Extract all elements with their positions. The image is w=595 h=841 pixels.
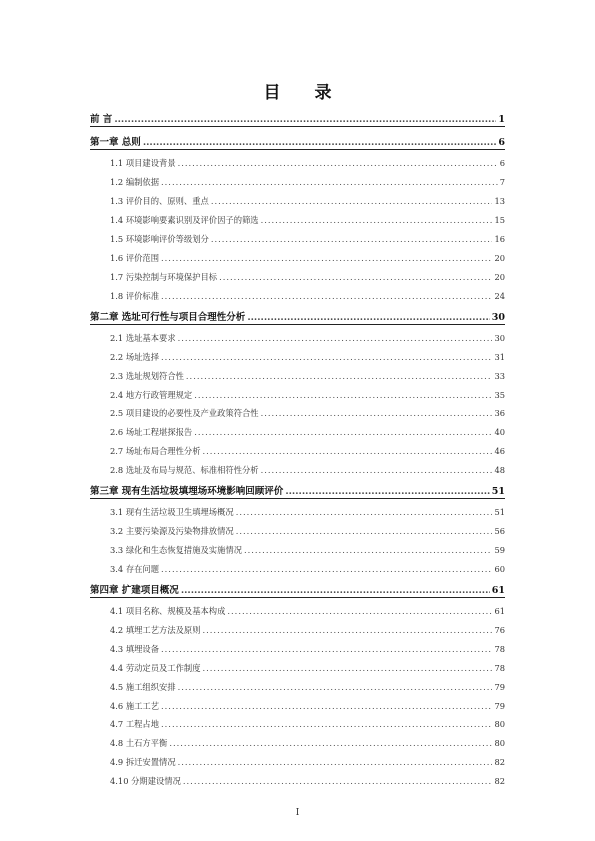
dot-leader bbox=[161, 700, 492, 713]
toc-entry-page: 79 bbox=[494, 681, 505, 692]
dot-leader bbox=[203, 662, 493, 675]
toc-entry-page: 31 bbox=[494, 351, 505, 362]
toc-entry-text: 3.3 绿化和生态恢复措施及实施情况 bbox=[110, 545, 242, 555]
toc-entry-text: 1.3 评价目的、原则、重点 bbox=[110, 196, 209, 207]
toc-entry-text: 第四章 扩建项目概况 bbox=[90, 584, 179, 596]
toc-entry-text: 1.5 环境影响评价等级划分 bbox=[110, 234, 209, 244]
toc-section-entry[interactable] bbox=[90, 753, 505, 769]
toc-entry-text: 2.1 选址基本要求 bbox=[110, 332, 176, 343]
page-number: I bbox=[295, 808, 300, 818]
toc-section-entry[interactable] bbox=[90, 602, 505, 618]
dot-leader bbox=[161, 718, 492, 731]
toc-entry-page: 6 bbox=[499, 158, 505, 169]
toc-entry-page: 33 bbox=[494, 370, 505, 381]
toc-entry-page: 56 bbox=[494, 526, 505, 537]
toc-entry-page: 79 bbox=[494, 700, 505, 711]
dot-leader bbox=[161, 643, 492, 656]
toc-entry-page: 20 bbox=[494, 271, 505, 282]
toc-section-entry[interactable] bbox=[90, 268, 505, 284]
dot-leader bbox=[181, 584, 490, 597]
toc-entry-page: 61 bbox=[494, 606, 505, 616]
toc-section-entry[interactable] bbox=[90, 503, 505, 519]
toc-entry-text: 前 言 bbox=[90, 114, 113, 125]
dot-leader bbox=[261, 464, 493, 477]
toc-entry-page: 76 bbox=[494, 624, 505, 635]
toc-section-entry[interactable] bbox=[90, 192, 505, 208]
toc-entry-text: 4.7 工程占地 bbox=[110, 719, 160, 730]
toc-section-entry[interactable] bbox=[90, 715, 505, 731]
toc-entry-page: 61 bbox=[491, 584, 505, 596]
toc-entry-page: 13 bbox=[494, 196, 505, 207]
toc-chapter-entry[interactable] bbox=[90, 310, 505, 325]
dot-leader bbox=[247, 311, 489, 324]
dot-leader bbox=[178, 756, 493, 769]
toc-section-entry[interactable] bbox=[90, 329, 505, 345]
dot-leader bbox=[186, 370, 493, 383]
toc-entry-page: 80 bbox=[494, 719, 505, 730]
toc-section-entry[interactable] bbox=[90, 442, 505, 458]
toc-entry-text: 2.3 选址规划符合性 bbox=[110, 370, 184, 381]
toc-entry-page: 82 bbox=[494, 757, 505, 768]
toc-section-entry[interactable] bbox=[90, 522, 505, 538]
toc-section-entry[interactable] bbox=[90, 541, 505, 557]
dot-leader bbox=[219, 271, 492, 284]
toc-entry-text: 2.6 场址工程堪探报告 bbox=[110, 427, 193, 438]
dot-leader bbox=[285, 485, 489, 498]
toc-entry-page: 16 bbox=[494, 234, 505, 244]
toc-section-entry[interactable] bbox=[90, 697, 505, 713]
toc-section-entry[interactable] bbox=[90, 211, 505, 227]
toc-entry-text: 3.4 存在问题 bbox=[110, 563, 160, 574]
toc-chapter-entry[interactable] bbox=[90, 583, 505, 598]
toc-chapter-entry[interactable] bbox=[90, 112, 505, 127]
dot-leader bbox=[161, 290, 492, 303]
toc-entry-text: 1.2 编制依据 bbox=[110, 177, 160, 188]
toc-entry-page: 36 bbox=[494, 408, 505, 419]
toc-entry-text: 3.2 主要污染源及污染物排放情况 bbox=[110, 526, 234, 537]
toc-section-entry[interactable] bbox=[90, 772, 505, 788]
toc-entry-page: 20 bbox=[494, 252, 505, 263]
dot-leader bbox=[161, 563, 492, 576]
toc-entry-text: 2.7 场址布局合理性分析 bbox=[110, 446, 201, 457]
toc-entry-text: 4.9 拆迁安置情况 bbox=[110, 757, 176, 768]
toc-section-entry[interactable] bbox=[90, 404, 505, 420]
toc-entry-page: 1 bbox=[498, 114, 505, 125]
dot-leader bbox=[211, 233, 493, 246]
dot-leader bbox=[203, 624, 493, 637]
toc-entry-text: 4.3 填埋设备 bbox=[110, 643, 160, 654]
toc-entry-text: 第二章 选址可行性与项目合理性分析 bbox=[90, 311, 246, 323]
dot-leader bbox=[211, 195, 493, 208]
dot-leader bbox=[178, 157, 498, 170]
dot-leader bbox=[227, 605, 492, 618]
dot-leader bbox=[161, 252, 492, 265]
dot-leader bbox=[114, 113, 496, 126]
toc-entry-text: 1.4 环境影响要素识别及评价因子的筛选 bbox=[110, 215, 259, 226]
toc-section-entry[interactable] bbox=[90, 287, 505, 303]
toc-entry-text: 2.5 项目建设的必要性及产业政策符合性 bbox=[110, 408, 259, 419]
toc-entry-text: 4.6 施工工艺 bbox=[110, 700, 160, 711]
toc-entry-text: 2.8 选址及布局与规范、标准相符性分析 bbox=[110, 465, 259, 476]
toc-section-entry[interactable] bbox=[90, 734, 505, 750]
toc-entry-page: 6 bbox=[498, 137, 505, 149]
toc-entry-text: 4.8 土石方平衡 bbox=[110, 738, 168, 749]
toc-entry-text: 1.1 项目建设背景 bbox=[110, 158, 176, 169]
toc-entry-text: 2.2 场址选择 bbox=[110, 351, 160, 362]
toc-entry-page: 15 bbox=[494, 215, 505, 226]
dot-leader bbox=[143, 136, 497, 149]
toc-entry-text: 4.5 施工组织安排 bbox=[110, 681, 176, 692]
toc-entry-page: 7 bbox=[499, 177, 505, 188]
toc-section-entry[interactable] bbox=[90, 640, 505, 656]
dot-leader bbox=[178, 681, 493, 694]
dot-leader bbox=[261, 214, 493, 227]
toc-entry-page: 78 bbox=[494, 662, 505, 673]
toc-entry-text: 4.4 劳动定员及工作制度 bbox=[110, 662, 201, 673]
dot-leader bbox=[261, 407, 493, 420]
toc-section-entry[interactable] bbox=[90, 154, 505, 170]
dot-leader bbox=[236, 525, 493, 538]
toc-entry-page: 30 bbox=[491, 311, 505, 323]
toc-entry-page: 24 bbox=[494, 290, 505, 301]
toc-section-entry[interactable] bbox=[90, 659, 505, 675]
toc-entry-page: 80 bbox=[494, 738, 505, 749]
toc-section-entry[interactable] bbox=[90, 348, 505, 364]
toc-section-entry[interactable] bbox=[90, 560, 505, 576]
dot-leader bbox=[183, 775, 493, 788]
toc-entry-page: 51 bbox=[491, 486, 505, 497]
toc-entry-page: 59 bbox=[494, 545, 505, 555]
toc-entry-page: 48 bbox=[494, 465, 505, 476]
dot-leader bbox=[194, 426, 492, 439]
toc-entry-text: 1.8 评价标准 bbox=[110, 290, 160, 301]
toc-entry-text: 2.4 地方行政管理规定 bbox=[110, 389, 193, 400]
dot-leader bbox=[194, 389, 492, 402]
toc-section-entry[interactable] bbox=[90, 386, 505, 402]
toc-entry-page: 40 bbox=[494, 427, 505, 438]
toc-section-entry[interactable] bbox=[90, 678, 505, 694]
toc-entry-page: 51 bbox=[494, 507, 505, 518]
toc-section-entry[interactable] bbox=[90, 461, 505, 477]
toc-section-entry[interactable] bbox=[90, 173, 505, 189]
toc-entry-text: 4.1 项目名称、规模及基本构成 bbox=[110, 606, 226, 616]
toc-title: 目 录 bbox=[263, 83, 346, 103]
dot-leader bbox=[203, 445, 493, 458]
toc-chapter-entry[interactable] bbox=[90, 135, 505, 150]
toc-entry-page: 78 bbox=[494, 643, 505, 654]
toc-entry-page: 30 bbox=[494, 332, 505, 343]
toc-chapter-entry[interactable] bbox=[90, 484, 505, 499]
toc-entry-page: 82 bbox=[494, 776, 505, 787]
dot-leader bbox=[161, 176, 498, 189]
toc-entry-page: 60 bbox=[494, 563, 505, 574]
dot-leader bbox=[236, 506, 493, 519]
toc-section-entry[interactable] bbox=[90, 367, 505, 383]
toc-section-entry[interactable] bbox=[90, 621, 505, 637]
dot-leader bbox=[178, 332, 493, 345]
toc-entry-text: 第三章 现有生活垃圾填埋场环境影响回顾评价 bbox=[90, 486, 284, 497]
dot-leader bbox=[244, 544, 492, 557]
toc-entry-text: 4.10 分期建设情况 bbox=[110, 776, 181, 787]
toc-entry-page: 35 bbox=[494, 389, 505, 400]
toc-entry-text: 4.2 填埋工艺方法及原则 bbox=[110, 624, 201, 635]
dot-leader bbox=[161, 351, 492, 364]
toc-section-entry[interactable] bbox=[90, 230, 505, 246]
toc-entry-page: 46 bbox=[494, 446, 505, 457]
dot-leader bbox=[169, 737, 492, 750]
toc-section-entry[interactable] bbox=[90, 423, 505, 439]
toc-entry-text: 3.1 现有生活垃圾卫生填埋场概况 bbox=[110, 507, 234, 518]
toc-entry-text: 1.6 评价范围 bbox=[110, 252, 160, 263]
toc-section-entry[interactable] bbox=[90, 249, 505, 265]
toc-entry-text: 第一章 总则 bbox=[90, 137, 141, 149]
toc-entry-text: 1.7 污染控制与环境保护目标 bbox=[110, 271, 218, 282]
